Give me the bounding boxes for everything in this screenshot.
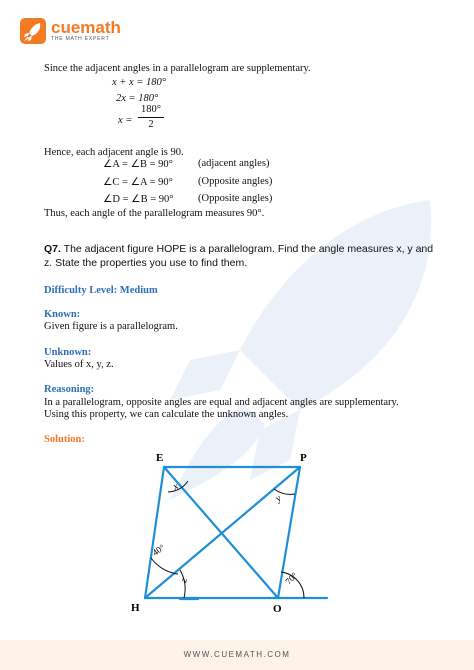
rocket-logo-icon xyxy=(20,18,46,44)
fraction-bar xyxy=(138,117,164,118)
angle-row-1-note-text: adjacent angles xyxy=(201,158,266,169)
hence-text: Hence, each adjacent angle is 90. xyxy=(44,147,184,158)
equation-fraction xyxy=(138,104,164,131)
fraction-denominator: 2 xyxy=(148,119,154,130)
angle-y-label: y xyxy=(273,492,284,505)
reasoning-line-1: In a parallelogram, opposite angles are equal and adjacent angles are supplementary. xyxy=(44,397,399,408)
diagonal-hp xyxy=(145,467,300,598)
parallelogram-hope-diagram xyxy=(128,448,338,618)
angle-40-label: 40° xyxy=(150,542,167,558)
footer-bar xyxy=(0,640,474,670)
angle-70-label: 70° xyxy=(283,570,300,587)
angle-x-label: x xyxy=(171,480,181,493)
angle-row-1-note: (adjacent angles) xyxy=(198,158,270,169)
angle-row-3-note-text: Opposite angles xyxy=(201,193,269,204)
angle-z-label: z xyxy=(178,576,191,585)
angle-row-3-eq: ∠D = ∠B = 90° xyxy=(103,194,174,205)
conclusion-text: Thus, each angle of the parallelogram measures 90°. xyxy=(44,208,265,219)
unknown-heading: Unknown: xyxy=(44,347,92,358)
angle-z-arc xyxy=(180,570,185,598)
question-text-2: z. State the properties you use to find them. xyxy=(44,257,248,269)
vertex-p-label: P xyxy=(300,452,307,464)
vertex-o-label: O xyxy=(273,603,282,615)
cuemath-logo xyxy=(20,18,121,44)
reasoning-line-2: Using this property, we can calculate the unknown angles. xyxy=(44,409,289,420)
reasoning-heading: Reasoning: xyxy=(44,384,95,395)
known-heading: Known: xyxy=(44,309,81,320)
equation-line-2: 2x = 180° xyxy=(116,93,159,104)
angle-row-1-eq: ∠A = ∠B = 90° xyxy=(103,159,173,170)
vertex-h-label: H xyxy=(131,602,140,614)
unknown-text: Values of x, y, z. xyxy=(44,359,114,370)
footer-url: WWW.CUEMATH.COM xyxy=(183,650,291,659)
difficulty-level: Difficulty Level: Medium xyxy=(44,285,158,296)
brand-tagline: THE MATH EXPERT xyxy=(51,36,110,42)
angle-row-3-note: (Opposite angles) xyxy=(198,193,273,204)
equation-line-3-lhs: x = xyxy=(118,115,133,126)
angle-row-2-note: (Opposite angles) xyxy=(198,176,273,187)
angle-40-arc xyxy=(151,558,178,574)
question-line-1 xyxy=(44,243,433,256)
fraction-numerator: 180° xyxy=(141,104,161,115)
vertex-e-label: E xyxy=(156,452,164,464)
solution-heading: Solution: xyxy=(44,434,85,445)
known-text: Given figure is a parallelogram. xyxy=(44,321,178,332)
question-text-1: The adjacent figure HOPE is a parallelogram. Find the angle measures x, y and xyxy=(63,243,434,255)
brand-name: cuemath xyxy=(51,18,121,37)
equation-line-1: x + x = 180° xyxy=(112,77,166,88)
angle-row-2-eq: ∠C = ∠A = 90° xyxy=(103,177,173,188)
side-eh xyxy=(145,467,167,598)
prev-intro-text: Since the adjacent angles in a parallelogram are supplementary. xyxy=(44,63,311,74)
question-number: Q7. xyxy=(44,243,61,255)
angle-row-2-note-text: Opposite angles xyxy=(201,176,269,187)
